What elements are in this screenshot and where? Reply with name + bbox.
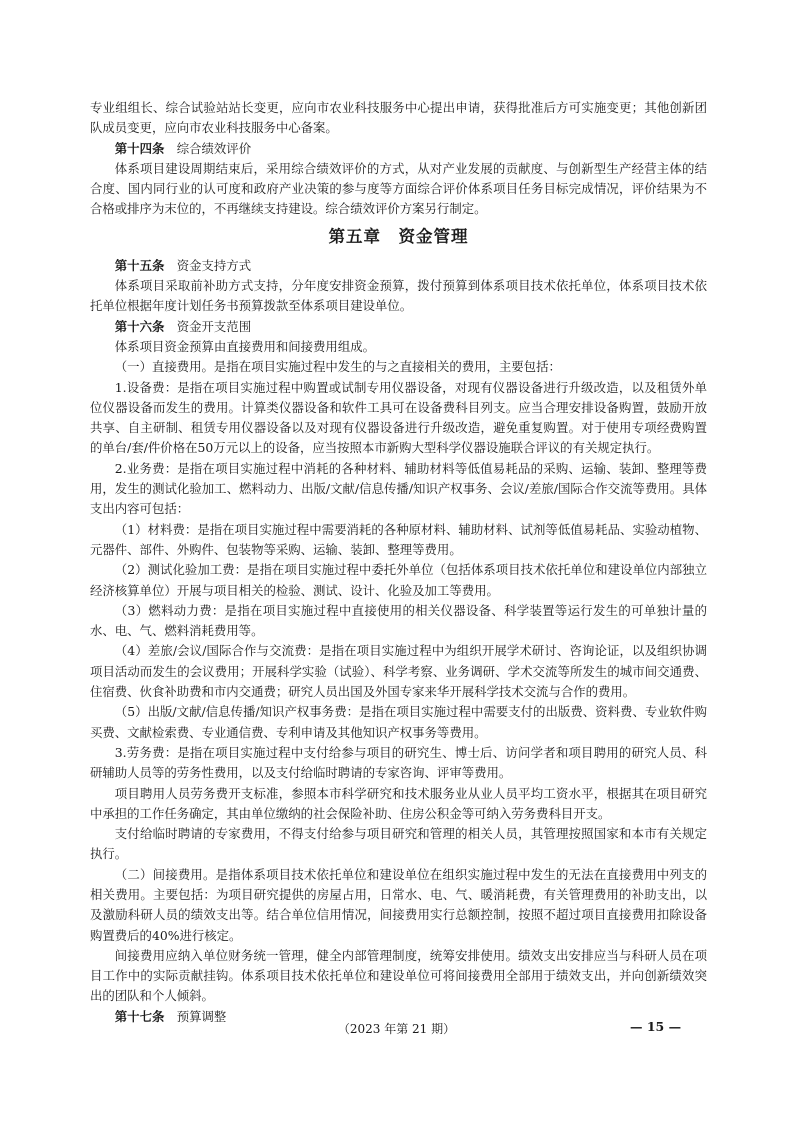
article-name: 预算调整 <box>176 1008 227 1024</box>
article-number: 第十五条 <box>114 257 165 273</box>
article-number: 第十七条 <box>114 1008 165 1024</box>
paragraph: 体系项目资金预算由直接费用和间接费用组成。 <box>114 338 375 354</box>
article-15-heading <box>90 256 707 276</box>
paragraph: 3.劳务费：是指在项目实施过程中支付给参与项目的研究生、博士后、访问学者和项目聘用的研究人员、科研辅助人员等的劳务性费用，以及支付给临时聘请的专家咨询、评审等费用。 <box>90 744 707 781</box>
article-name: 资金开支范围 <box>176 318 252 334</box>
paragraph: （5）出版/文献/信息传播/知识产权事务费：是指在项目实施过程中需要支付的出版费、资料费、专业软件购买费、文献检索费、专业通信费、专利申请及其他知识产权事务等费用。 <box>90 704 707 740</box>
paragraph: 体系项目建设周期结束后，采用综合绩效评价的方式，从对产业发展的贡献度、与创新型生产经营主体的结合度、国内同行业的认可度和政府产业决策的参与度等方面综合评价体系项目任务目标完成情况，评价结果为不合格或排序为末位的，不再继续支持建设。综合绩效评价方案另行制定。 <box>90 160 707 217</box>
paragraph: （2）测试化验加工费：是指在项目实施过程中委托外单位（包括体系项目技术依托单位和建设单位内部独立经济核算单位）开展与项目相关的检验、测试、设计、化验及加工等费用。 <box>90 562 707 598</box>
article-number: 第十四条 <box>114 140 165 156</box>
paragraph: 体系项目采取前补助方式支持，分年度安排资金预算，拨付预算到体系项目技术依托单位，体系项目技术依托单位根据年度计划任务书预算拨款至体系项目建设单位。 <box>90 278 707 314</box>
paragraph: （二）间接费用。是指体系项目技术依托单位和建设单位在组织实施过程中发生的无法在直接费用中列支的相关费用。主要包括：为项目研究提供的房屋占用，日常水、电、气、暖消耗费，有关管理费用的补助支出，以及激励科研人员的绩效支出等。结合单位信用情况，间接费用实行总额控制，按照不超过项目直接费用扣除设备购置费后的40%进行核定。 <box>90 866 707 943</box>
document-body <box>90 98 707 1027</box>
article-14-heading <box>90 139 707 159</box>
article-number: 第十六条 <box>114 318 165 334</box>
paragraph: 2.业务费：是指在项目实施过程中消耗的各种材料、辅助材料等低值易耗品的采购、运输、装卸、整理等费用，发生的测试化验加工、燃料动力、出版/文献/信息传播/知识产权事务、会议/差旅/国际合作交流等费用。具体支出内容可包括： <box>90 460 707 517</box>
article-name: 综合绩效评价 <box>176 140 252 156</box>
paragraph: 支付给临时聘请的专家费用，不得支付给参与项目研究和管理的相关人员，其管理按照国家和本市有关规定执行。 <box>90 826 707 862</box>
page-number: — 15 — <box>630 1019 682 1034</box>
paragraph: 专业组组长、综合试验站站长变更，应向市农业科技服务中心提出申请，获得批准后方可实施变更；其他创新团队成员变更，应向市农业科技服务中心备案。 <box>90 100 707 136</box>
paragraph: （4）差旅/会议/国际合作与交流费：是指在项目实施过程中为组织开展学术研讨、咨询论证，以及组织协调项目活动而发生的会议费用；开展科学实验（试验）、科学考察、业务调研、学术交流等所发生的城市间交通费、住宿费、伙食补助费和市内交通费；研究人员出国及外国专家来华开展科学技术交流与合作的费用。 <box>90 643 707 700</box>
issue-label: （2023 年第 21 期） <box>337 1022 456 1036</box>
paragraph: 1.设备费：是指在项目实施过程中购置或试制专用仪器设备，对现有仪器设备进行升级改造，以及租赁外单位仪器设备而发生的费用。计算类仪器设备和软件工具可在设备费科目列支。应当合理安排设备购置，鼓励开放共享、自主研制、租赁专用仪器设备以及对现有仪器设备进行升级改造，避免重复购置。对于使用专项经费购置的单台/套/件价格在50万元以上的设备，应当按照本市新购大型科学仪器设施联合评议的有关规定执行。 <box>90 379 707 456</box>
article-name: 资金支持方式 <box>176 257 252 273</box>
paragraph: 间接费用应纳入单位财务统一管理，健全内部管理制度，统筹安排使用。绩效支出安排应当与科研人员在项目工作中的实际贡献挂钩。体系项目技术依托单位和建设单位可将间接费用全部用于绩效支出，并向创新绩效突出的团队和个人倾斜。 <box>90 947 707 1004</box>
article-16-heading <box>90 317 707 337</box>
chapter-title: 第五章 资金管理 <box>328 226 469 246</box>
paragraph: （一）直接费用。是指在项目实施过程中发生的与之直接相关的费用，主要包括： <box>114 359 561 375</box>
paragraph: （1）材料费：是指在项目实施过程中需要消耗的各种原材料、辅助材料、试剂等低值易耗品、实验动植物、元器件、部件、外购件、包装物等采购、运输、装卸、整理等费用。 <box>90 521 707 557</box>
paragraph: （3）燃料动力费：是指在项目实施过程中直接使用的相关仪器设备、科学装置等运行发生的可单独计量的水、电、气、燃料消耗费用等。 <box>90 602 707 639</box>
paragraph: 项目聘用人员劳务费开支标准，参照本市科学研究和技术服务业从业人员平均工资水平，根据其在项目研究中承担的工作任务确定，其由单位缴纳的社会保险补助、住房公积金等可纳入劳务费科目开支。 <box>90 785 707 821</box>
